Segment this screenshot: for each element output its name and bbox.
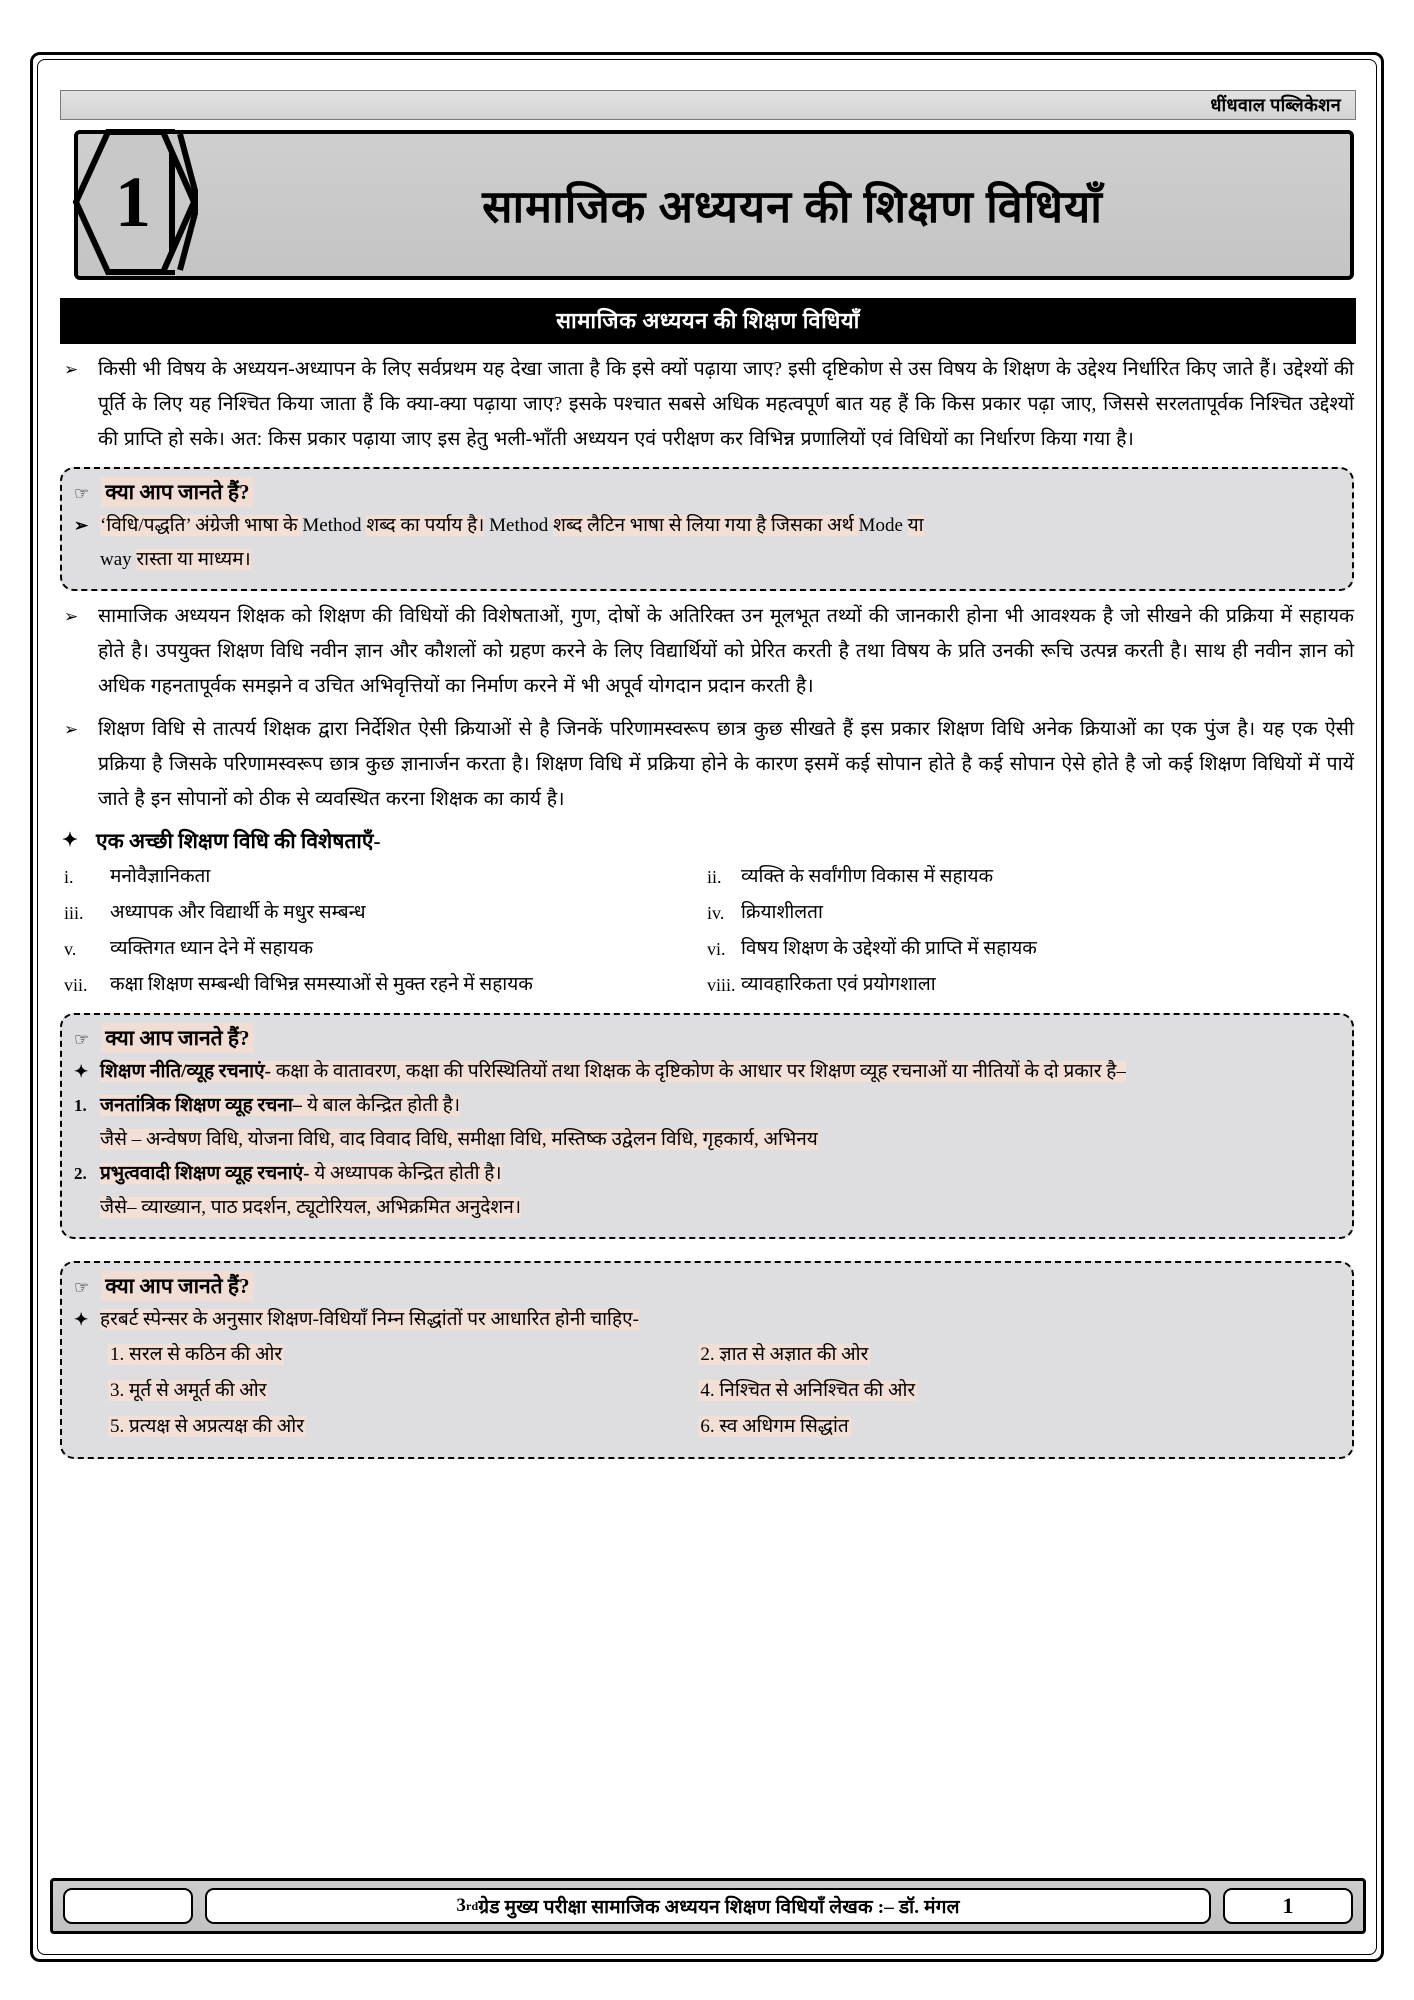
- list-item-number: vii.: [64, 975, 88, 995]
- strategy-type-1-number: 1.: [74, 1096, 87, 1115]
- principle-text: 2. ज्ञात से अज्ञात की ओर: [700, 1344, 869, 1365]
- strategy-type-1-example-text: जैसे – अन्वेषण विधि, योजना विधि, वाद विवाद विधि, समीक्षा विधि, मस्तिष्क उद्वेलन विधि, गृहकार्य, अभिनय: [100, 1129, 818, 1150]
- publisher-strip: [60, 90, 1356, 120]
- strategy-type-1-rest: ये बाल केन्द्रित होती है।: [302, 1095, 461, 1116]
- did-you-know-title-1: क्या आप जानते हैं?: [101, 477, 253, 507]
- did-you-know-box-3: [60, 1261, 1354, 1459]
- list-item: [108, 1373, 698, 1409]
- principle-text: 5. प्रत्यक्ष से अप्रत्यक्ष की ओर: [110, 1416, 305, 1437]
- list-item: [108, 1337, 698, 1373]
- footer-grade-suffix: rd: [466, 1898, 479, 1913]
- section-heading-bar: सामाजिक अध्ययन की शिक्षण विधियाँ: [60, 298, 1356, 344]
- dyk-1-seg-4: शब्द लैटिन भाषा से लिया गया है जिसका अर्थ: [553, 515, 859, 536]
- list-item-number: ii.: [707, 867, 722, 887]
- paragraph-3: [60, 712, 1354, 817]
- pointing-hand-icon: ☞: [74, 1278, 90, 1297]
- list-item-label: कक्षा शिक्षण सम्बन्धी विभिन्न समस्याओं से मुक्त रहने में सहायक: [110, 974, 533, 995]
- arrow-bullet-icon: ➢: [74, 516, 89, 535]
- dyk-1-rich-text: [100, 509, 1338, 577]
- list-item-label: व्यावहारिकता एवं प्रयोगशाला: [741, 974, 936, 995]
- page-footer: [50, 1878, 1366, 1934]
- spencer-intro-label: हरबर्ट स्पेन्सर के अनुसार शिक्षण-विधियाँ निम्न सिद्धांतों पर आधारित होनी चाहिए-: [100, 1309, 639, 1330]
- list-item: [698, 1409, 1338, 1445]
- principle-text: 6. स्व अधिगम सिद्धांत: [700, 1416, 849, 1437]
- dyk-1-seg-8: रास्ता या माध्यम।: [136, 549, 251, 570]
- dyk-1-seg-1: Method: [302, 515, 367, 536]
- features-list: [60, 859, 1354, 1003]
- chapter-banner: [74, 130, 1354, 280]
- strategy-type-2-number: 2.: [74, 1164, 87, 1183]
- strategy-type-2-rest: ये अध्यापक केन्द्रित होती है।: [309, 1163, 502, 1184]
- did-you-know-title-3: क्या आप जानते हैं?: [101, 1271, 253, 1301]
- list-item: [108, 1409, 698, 1445]
- strategy-type-2-example: [100, 1191, 1338, 1225]
- strategy-intro-bold: शिक्षण नीति/व्यूह रचनाएं-: [100, 1061, 271, 1082]
- dyk-1-seg-0: ‘विधि/पद्धति’ अंग्रेजी भाषा के: [100, 515, 303, 536]
- footer-left-pill: [63, 1888, 193, 1924]
- list-item-label: अध्यापक और विद्यार्थी के मधुर सम्बन्ध: [110, 902, 366, 923]
- chapter-number: 1: [115, 162, 151, 242]
- list-item: [707, 967, 1354, 1003]
- did-you-know-box-1: [60, 467, 1354, 591]
- did-you-know-body-1: [74, 509, 1338, 577]
- arrow-bullet-icon: ➢: [64, 607, 79, 626]
- dyk-1-seg-6: या: [907, 515, 924, 536]
- list-item: [698, 1337, 1338, 1373]
- star-bullet-icon: ✦: [74, 1062, 89, 1081]
- publisher-name: धींधवाल पब्लिकेशन: [1210, 95, 1341, 115]
- strategy-intro: [74, 1055, 1338, 1089]
- strategy-type-2-text: [100, 1157, 1338, 1191]
- star-bullet-icon: ✦: [74, 1310, 89, 1329]
- spencer-principles-list: [108, 1337, 1338, 1445]
- list-item-number: vi.: [707, 939, 726, 959]
- list-item: [698, 1373, 1338, 1409]
- list-item: [60, 895, 707, 931]
- did-you-know-header-3: [74, 1271, 1338, 1301]
- principle-text: 1. सरल से कठिन की ओर: [110, 1344, 283, 1365]
- list-item-number: viii.: [707, 975, 736, 995]
- list-item: [707, 859, 1354, 895]
- features-heading: [60, 823, 1354, 859]
- strategy-type-1-example: [100, 1123, 1338, 1157]
- page-content: [56, 76, 1360, 1936]
- paragraph-1: [60, 352, 1354, 457]
- strategy-type-2-bold: प्रभुत्ववादी शिक्षण व्यूह रचनाएं-: [100, 1163, 310, 1184]
- strategy-type-1: [74, 1089, 1338, 1123]
- list-item-number: i.: [64, 867, 74, 887]
- list-item: [60, 859, 707, 895]
- pointing-hand-icon: ☞: [74, 1030, 90, 1049]
- pointing-hand-icon: ☞: [74, 484, 90, 503]
- list-item-label: क्रियाशीलता: [741, 902, 823, 923]
- spencer-intro-text: [100, 1303, 1338, 1337]
- chapter-title: सामाजिक अध्ययन की शिक्षण विधियाँ: [482, 181, 1103, 232]
- page-number-pill: 1: [1223, 1888, 1353, 1924]
- star-bullet-icon: ✦: [62, 830, 78, 851]
- list-item-label: व्यक्ति के सर्वांगीण विकास में सहायक: [741, 866, 994, 887]
- strategy-intro-text: [100, 1055, 1338, 1089]
- did-you-know-header-2: [74, 1023, 1338, 1053]
- footer-book-title: ग्रेड मुख्य परीक्षा सामाजिक अध्ययन शिक्षण विधियाँ लेखक :– डॉ. मंगल: [478, 1897, 960, 1918]
- features-heading-text: एक अच्छी शिक्षण विधि की विशेषताएँ-: [96, 829, 381, 853]
- principle-text: 4. निश्चित से अनिश्चित की ओर: [700, 1380, 916, 1401]
- dyk-1-seg-5: Mode: [858, 515, 908, 536]
- did-you-know-header-1: [74, 477, 1338, 507]
- list-item-number: iii.: [64, 903, 84, 923]
- paragraph-3-text: शिक्षण विधि से तात्पर्य शिक्षक द्वारा निर्देशित ऐसी क्रियाओं से है जिनकें परिणामस्वरूप छात्र कुछ सीखते हैं इस प्रकार शिक्षण विधि अनेक क्रियाओं का एक पुंज है। यह एक ऐसी प्रक्रिया है जिसके परिणामस्वरूप छात्र कुछ ज्ञानार्जन करता है। शिक्षण विधि में प्रक्रिया होने के कारण इसमें कई सोपान होते है कई सोपान ऐसे होते है जो कई शिक्षण विधियों में पायें जाते है इन सोपानों को ठीक से व्यवस्थित करना शिक्षक का कार्य है।: [98, 719, 1354, 810]
- list-item-number: v.: [64, 939, 77, 959]
- strategy-intro-rest: कक्षा के वातावरण, कक्षा की परिस्थितियों तथा शिक्षक के दृष्टिकोण के आधार पर शिक्षण व्यूह रचनाओं या नीतियों के दो प्रकार है–: [270, 1061, 1126, 1082]
- arrow-bullet-icon: ➢: [64, 720, 79, 739]
- strategy-type-1-text: [100, 1089, 1338, 1123]
- strategy-type-2: [74, 1157, 1338, 1191]
- list-item: [60, 931, 707, 967]
- principle-text: 3. मूर्त से अमूर्त की ओर: [110, 1380, 267, 1401]
- dyk-1-seg-7: way: [100, 549, 137, 570]
- dyk-1-seg-2: शब्द का पर्याय है।: [366, 515, 485, 536]
- paragraph-2: [60, 599, 1354, 704]
- strategy-type-2-example-text: जैसे– व्याख्यान, पाठ प्रदर्शन, ट्यूटोरियल, अभिक्रमित अनुदेशन।: [100, 1197, 522, 1218]
- footer-grade-number: 3: [456, 1895, 467, 1916]
- did-you-know-box-2: [60, 1013, 1354, 1239]
- list-item: [60, 967, 707, 1003]
- list-item-label: मनोवैज्ञानिकता: [110, 866, 211, 887]
- dyk-1-seg-3: Method: [484, 515, 553, 536]
- arrow-bullet-icon: ➢: [64, 360, 79, 379]
- paragraph-1-text: किसी भी विषय के अध्ययन-अध्यापन के लिए सर्वप्रथम यह देखा जाता है कि इसे क्यों पढ़ाया जाए? इसी दृष्टिकोण से उस विषय के शिक्षण के उद्देश्य निर्धारित किए जाते हैं। उद्देश्यों की पूर्ति के लिए यह निश्चित किया जाता हैं कि क्या-क्या पढ़ाया जाए? इसके पश्चात सबसे अधिक महत्वपूर्ण बात यह हैं कि किस प्रकार पढ़ा जाए, जिससे सरलतापूर्वक निश्चित उद्देश्यों की प्राप्ति हो सके। अत: किस प्रकार पढ़ाया जाए इस हेतु भली-भाँती अध्ययन एवं परीक्षण कर विभिन्न प्रणालियों एवं विधियों का निर्धारण किया गया है।: [98, 359, 1354, 450]
- list-item-number: iv.: [707, 903, 725, 923]
- list-item: [707, 931, 1354, 967]
- list-item: [707, 895, 1354, 931]
- did-you-know-title-2: क्या आप जानते हैं?: [101, 1023, 253, 1053]
- strategy-type-1-bold: जनतांत्रिक शिक्षण व्यूह रचना–: [100, 1095, 303, 1116]
- list-item-label: व्यक्तिगत ध्यान देने में सहायक: [110, 938, 314, 959]
- list-item-label: विषय शिक्षण के उद्देश्यों की प्राप्ति में सहायक: [741, 938, 1037, 959]
- footer-center-pill: [205, 1888, 1211, 1924]
- paragraph-2-text: सामाजिक अध्ययन शिक्षक को शिक्षण की विधियों की विशेषताओं, गुण, दोषों के अतिरिक्त उन मूलभूत तथ्यों की जानकारी होना भी आवश्यक है जो सीखने की प्रक्रिया में सहायक होते है। उपयुक्त शिक्षण विधि नवीन ज्ञान और कौशलों को ग्रहण करने के लिए विद्यार्थियों को प्रेरित करती है तथा विषय के प्रति उनकी रूचि उत्पन्न करती है। साथ ही नवीन ज्ञान को अधिक गहनतापूर्वक समझने व उचित अभिवृत्तियों का निर्माण करने में भी अपूर्व योगदान प्रदान करती है।: [98, 606, 1354, 697]
- spencer-intro: [74, 1303, 1338, 1337]
